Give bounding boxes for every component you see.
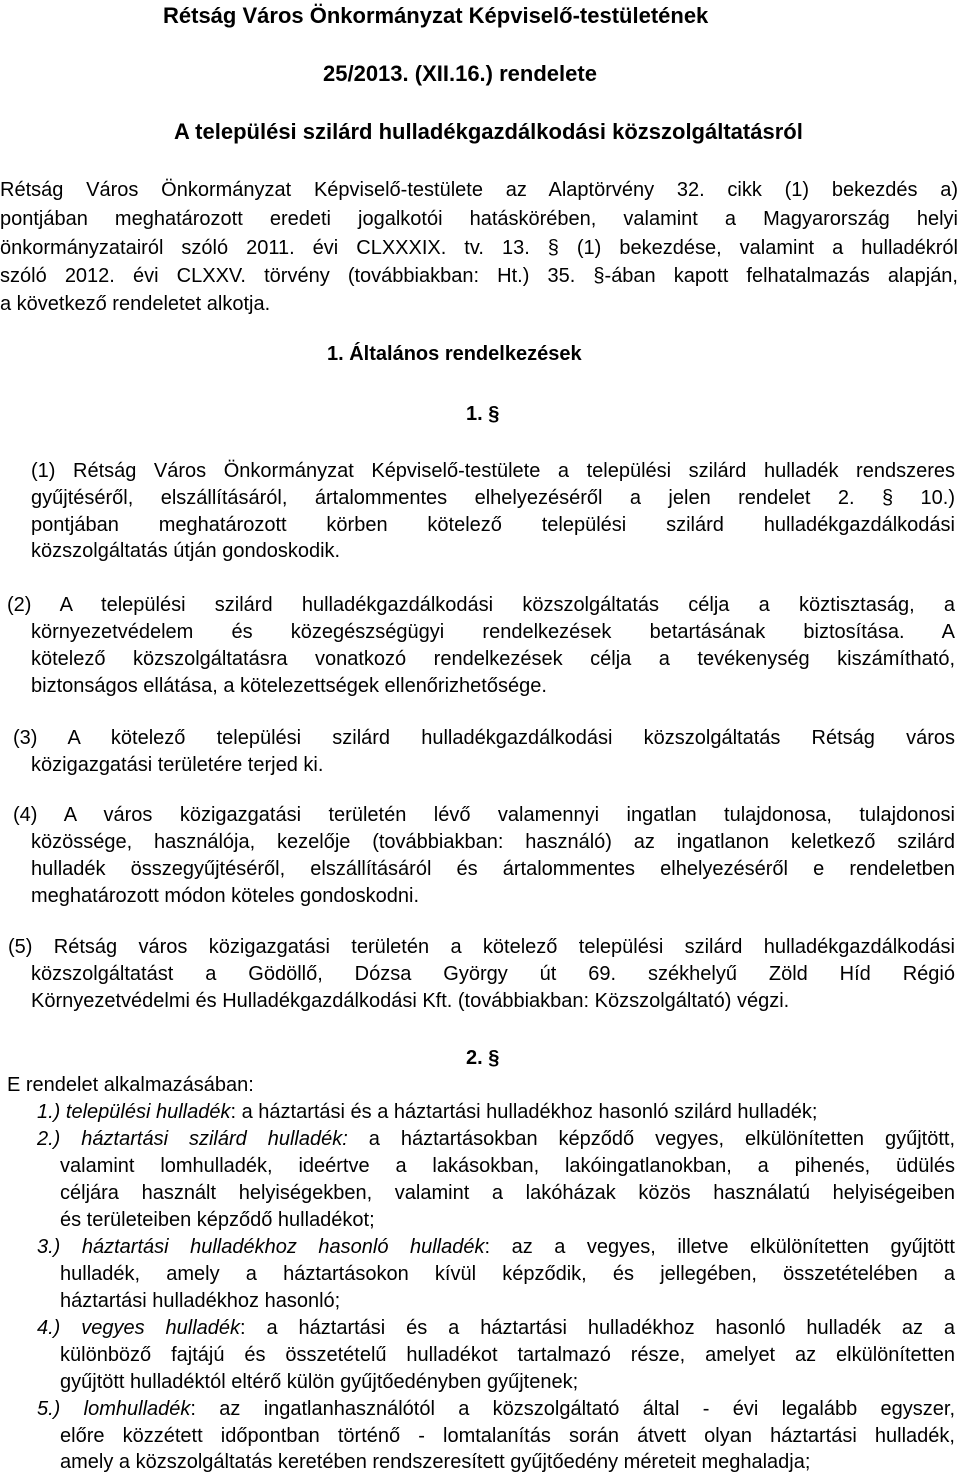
definition-text: : az a vegyes, illetve elkülönítetten gyűjtött (484, 1236, 955, 1258)
regulation-number: 25/2013. (XII.16.) rendelete (323, 61, 597, 86)
paragraph-line: közössége, használója, kezelője (továbbiakban: használó) az ingatlanon keletkező szilárd (31, 831, 955, 853)
definition-text: : a háztartási és a háztartási hulladékhoz hasonló szilárd hulladék; (230, 1101, 818, 1123)
paragraph-line: meghatározott módon köteles gondoskodni. (31, 885, 420, 907)
definition-term: 2.) háztartási szilárd hulladék: (37, 1128, 348, 1150)
section-heading: 1. § (466, 403, 500, 425)
definition-text: a háztartásokban képződő vegyes, elkülönítetten gyűjtött, (347, 1128, 955, 1150)
definitions-intro: E rendelet alkalmazásában: (7, 1074, 254, 1096)
paragraph-line: közigazgatási területére terjed ki. (31, 754, 324, 776)
preamble-line: önkormányzatairól szóló 2011. évi CLXXXIX. tv. 13. § (1) bekezdése, valamint a hulladékról (0, 237, 958, 259)
definition-term: 5.) lomhulladék (37, 1398, 191, 1420)
definition-term: 1.) települési hulladék (37, 1101, 231, 1123)
definition-item (37, 1237, 955, 1257)
paragraph-line: (3) A kötelező települési szilárd hulladékgazdálkodási közszolgáltatás Rétság város (13, 727, 955, 749)
definition-line: háztartási hulladékhoz hasonló; (60, 1290, 341, 1312)
preamble-line: Rétság Város Önkormányzat Képviselő-testülete az Alaptörvény 32. cikk (1) bekezdés a) (0, 179, 958, 201)
document-title: Rétság Város Önkormányzat Képviselő-testületének (163, 3, 709, 28)
paragraph-line: pontjában meghatározott körben kötelező települési szilárd hulladékgazdálkodási (31, 514, 955, 536)
paragraph-line: (5) Rétság város közigazgatási területén a kötelező települési szilárd hulladékgazdálkodási (8, 936, 955, 958)
definition-line: különböző fajtájú és összetételű hulladékot tartalmazó része, amelyet az elkülönítetten (60, 1344, 955, 1366)
definition-term: 3.) háztartási hulladékhoz hasonló hulladék (37, 1236, 485, 1258)
paragraph-line: gyűjtéséről, elszállításáról, ártalommentes elhelyezéséről a jelen rendelet 2. § 10.) (31, 487, 955, 509)
definition-line: céljára használt helyiségekben, valamint a lakóházak közös használatú helyiségeiben (60, 1182, 955, 1204)
definition-item (37, 1399, 955, 1419)
definition-text: : az ingatlanhasználótól a közszolgáltató által - évi legalább egyszer, (190, 1398, 955, 1420)
definition-line: előre közzétett időpontban történő - lomtalanítás során átvett olyan háztartási hulladék, (60, 1425, 955, 1447)
section-heading: 2. § (466, 1047, 500, 1069)
paragraph-line: Környezetvédelmi és Hulladékgazdálkodási Kft. (továbbiakban: Közszolgáltató) végzi. (31, 990, 790, 1012)
paragraph-line: biztonságos ellátása, a kötelezettségek ellenőrizhetősége. (31, 675, 547, 697)
preamble-line: pontjában meghatározott eredeti jogalkotói hatáskörében, valamint a Magyarország helyi (0, 208, 958, 230)
definition-line: amely a közszolgáltatás keretében rendszeresített gyűjtőedény méreteit meghaladja; (60, 1451, 811, 1473)
paragraph-line: hulladék összegyűjtéséről, elszállításáról és ártalommentes elhelyezéséről e rendeletben (31, 858, 955, 880)
regulation-subject: A települési szilárd hulladékgazdálkodási közszolgáltatásról (174, 119, 803, 144)
preamble-line: a következő rendeletet alkotja. (0, 293, 271, 315)
paragraph-line: (2) A települési szilárd hulladékgazdálkodási közszolgáltatás célja a köztisztaság, a (7, 594, 955, 616)
paragraph-line: (1) Rétság Város Önkormányzat Képviselő-testülete a települési szilárd hulladék rendszeres (31, 460, 955, 482)
paragraph-line: környezetvédelem és közegészségügyi rendelkezések betartásának biztosítása. A (31, 621, 955, 643)
definition-item (37, 1318, 955, 1338)
preamble-line: szóló 2012. évi CLXXV. törvény (továbbiakban: Ht.) 35. §-ában kapott felhatalmazás alapján, (0, 265, 958, 287)
paragraph-line: közszolgáltatás útján gondoskodik. (31, 540, 341, 562)
paragraph-line: kötelező közszolgáltatásra vonatkozó rendelkezések célja a tevékenység kiszámítható, (31, 648, 955, 670)
definition-text: : a háztartási és a háztartási hulladékhoz hasonló hulladék az a (240, 1317, 955, 1339)
definition-line: és területeiben képződő hulladékot; (60, 1209, 375, 1231)
paragraph-line: közszolgáltatást a Gödöllő, Dózsa György út 69. székhelyű Zöld Híd Régió (31, 963, 955, 985)
definition-line: valamint lomhulladék, ideértve a lakásokban, lakóingatlanokban, a pihenés, üdülés (60, 1155, 955, 1177)
definition-term: 4.) vegyes hulladék (37, 1317, 241, 1339)
chapter-heading: 1. Általános rendelkezések (327, 343, 582, 365)
paragraph-line: (4) A város közigazgatási területén lévő valamennyi ingatlan tulajdonosa, tulajdonosi (13, 804, 955, 826)
definition-line: hulladék, amely a háztartásokon kívül képződik, és jellegében, összetételében a (60, 1263, 955, 1285)
definition-line: gyűjtött hulladéktól eltérő külön gyűjtőedényben gyűjtenek; (60, 1371, 579, 1393)
definition-item (37, 1129, 955, 1149)
definition-item (37, 1102, 817, 1122)
